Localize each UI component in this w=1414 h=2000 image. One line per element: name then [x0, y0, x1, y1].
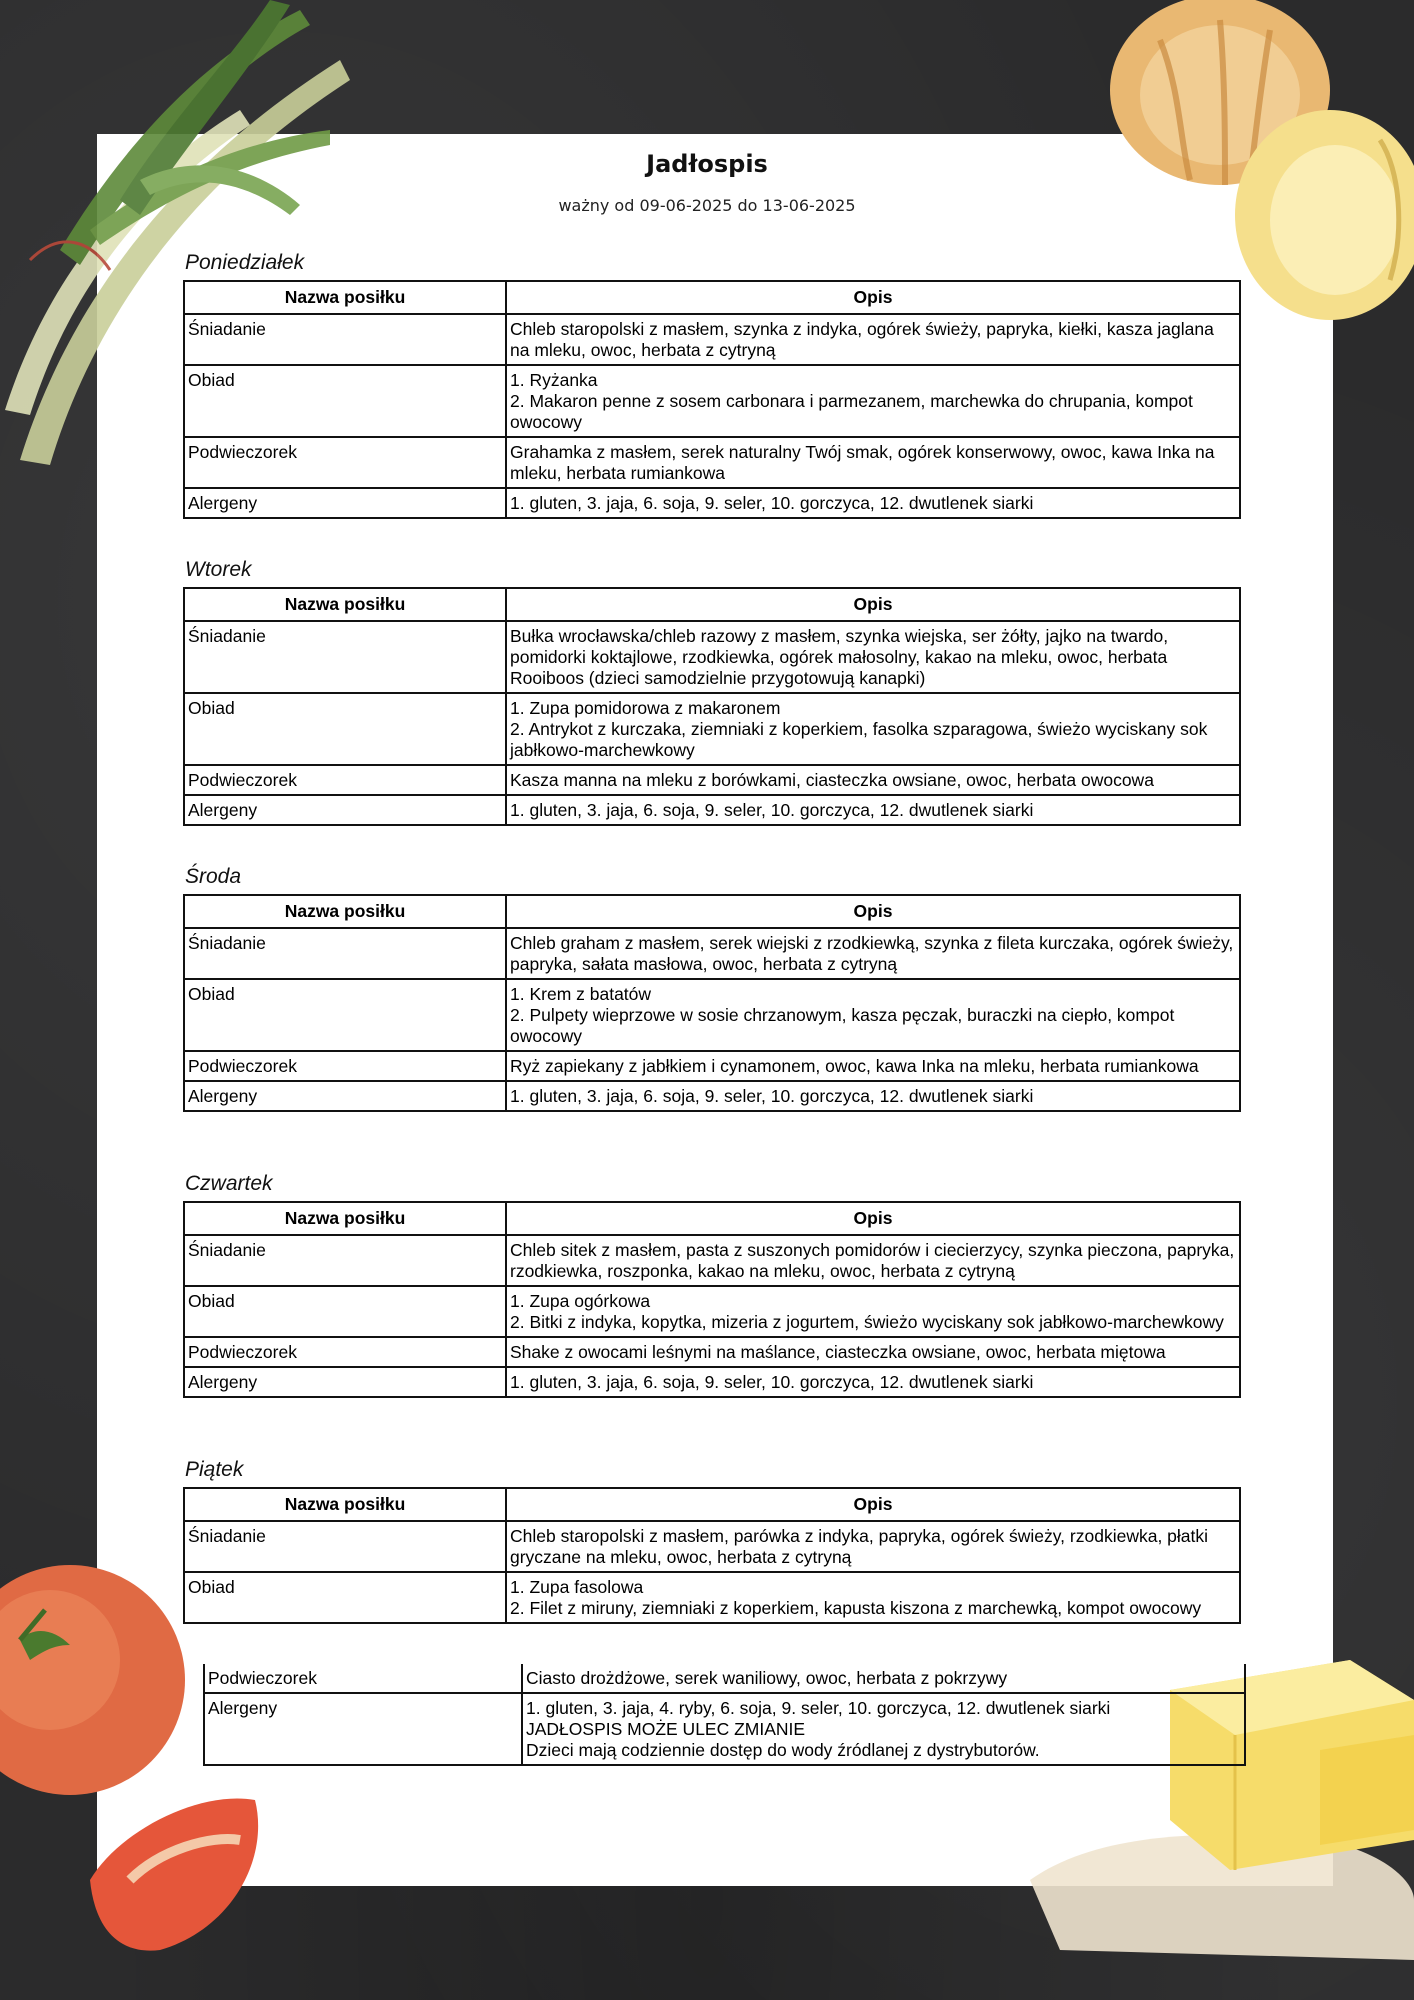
- meal-name: Obiad: [184, 1572, 506, 1623]
- meal-column-header: Nazwa posiłku: [184, 588, 506, 621]
- meal-column-header: Nazwa posiłku: [184, 1488, 506, 1521]
- meal-description: 1. Krem z batatów 2. Pulpety wieprzowe w sosie chrzanowym, kasza pęczak, buraczki na ciepło, kompot owocowy: [506, 979, 1240, 1051]
- meal-name: Śniadanie: [184, 314, 506, 365]
- table-row: [184, 437, 1240, 488]
- table-row: [204, 1664, 1245, 1693]
- menu-table: [183, 894, 1241, 1112]
- meal-description: Ciasto drożdżowe, serek waniliowy, owoc, herbata z pokrzywy: [522, 1664, 1245, 1693]
- description-column-header: Opis: [506, 895, 1240, 928]
- meal-description: 1. gluten, 3. jaja, 6. soja, 9. seler, 10. gorczyca, 12. dwutlenek siarki: [506, 1367, 1240, 1397]
- meal-name: Śniadanie: [184, 928, 506, 979]
- friday-extra-table: [203, 1664, 1246, 1766]
- meal-description: 1. Zupa pomidorowa z makaronem 2. Antrykot z kurczaka, ziemniaki z koperkiem, fasolka szparagowa, świeżo wyciskany sok jabłkowo-marchewkowy: [506, 693, 1240, 765]
- day-section: [183, 1169, 1241, 1398]
- validity-period: ważny od 09-06-2025 do 13-06-2025: [558, 196, 856, 215]
- meal-description: Chleb graham z masłem, serek wiejski z rzodkiewką, szynka z fileta kurczaka, ogórek świeży, papryka, sałata masłowa, owoc, herbata z cytryną: [506, 928, 1240, 979]
- meal-name: Śniadanie: [184, 1521, 506, 1572]
- table-row: [184, 1337, 1240, 1367]
- description-column-header: Opis: [506, 281, 1240, 314]
- meal-name: Podwieczorek: [184, 765, 506, 795]
- meal-description: 1. gluten, 3. jaja, 6. soja, 9. seler, 10. gorczyca, 12. dwutlenek siarki: [506, 1081, 1240, 1111]
- table-row: [184, 1521, 1240, 1572]
- meal-column-header: Nazwa posiłku: [184, 895, 506, 928]
- meal-description: Chleb staropolski z masłem, parówka z indyka, papryka, ogórek świeży, rzodkiewka, płatki gryczane na mleku, owoc, herbata z cytryną: [506, 1521, 1240, 1572]
- menu-table: [183, 587, 1241, 826]
- menu-table: [183, 280, 1241, 519]
- meal-name: Podwieczorek: [184, 1337, 506, 1367]
- meal-description: Chleb staropolski z masłem, szynka z indyka, ogórek świeży, papryka, kiełki, kasza jaglana na mleku, owoc, herbata z cytryną: [506, 314, 1240, 365]
- meal-column-header: Nazwa posiłku: [184, 1202, 506, 1235]
- table-row: [184, 979, 1240, 1051]
- meal-name: Śniadanie: [184, 1235, 506, 1286]
- description-column-header: Opis: [506, 1202, 1240, 1235]
- header-row: [184, 281, 1240, 314]
- table-row: [184, 621, 1240, 693]
- page-title: Jadłospis: [646, 150, 768, 178]
- meal-name: Obiad: [184, 1286, 506, 1337]
- table-row: [184, 488, 1240, 518]
- meal-name: Alergeny: [184, 795, 506, 825]
- day-title: Czwartek: [185, 1172, 273, 1195]
- table-row: [184, 1367, 1240, 1397]
- meal-name: Podwieczorek: [184, 437, 506, 488]
- table-row: [184, 795, 1240, 825]
- day-title: Piątek: [185, 1458, 244, 1481]
- day-section: [183, 1455, 1241, 1624]
- table-row: [184, 314, 1240, 365]
- meal-description: 1. Ryżanka 2. Makaron penne z sosem carbonara i parmezanem, marchewka do chrupania, kompot owocowy: [506, 365, 1240, 437]
- table-row: [184, 693, 1240, 765]
- meal-column-header: Nazwa posiłku: [184, 281, 506, 314]
- day-section: [183, 862, 1241, 1112]
- table-row: [184, 1081, 1240, 1111]
- header-row: [184, 1488, 1240, 1521]
- day-section: [183, 555, 1241, 826]
- meal-name: Alergeny: [184, 1367, 506, 1397]
- table-row: [184, 1235, 1240, 1286]
- meal-description: Grahamka z masłem, serek naturalny Twój smak, ogórek konserwowy, owoc, kawa Inka na mleku, herbata rumiankowa: [506, 437, 1240, 488]
- meal-name: Podwieczorek: [204, 1664, 522, 1693]
- meal-name: Alergeny: [184, 1081, 506, 1111]
- day-title: Poniedziałek: [185, 251, 305, 274]
- meal-name: Alergeny: [204, 1693, 522, 1765]
- table-row: [184, 365, 1240, 437]
- meal-description: 1. Zupa fasolowa 2. Filet z miruny, ziemniaki z koperkiem, kapusta kiszona z marchewką, kompot owocowy: [506, 1572, 1240, 1623]
- table-row: [204, 1693, 1245, 1765]
- meal-name: Alergeny: [184, 488, 506, 518]
- meal-description: Chleb sitek z masłem, pasta z suszonych pomidorów i ciecierzycy, szynka pieczona, papryka, rzodkiewka, roszponka, kakao na mleku, owoc, herbata z cytryną: [506, 1235, 1240, 1286]
- meal-name: Śniadanie: [184, 621, 506, 693]
- description-column-header: Opis: [506, 1488, 1240, 1521]
- table-row: [184, 1051, 1240, 1081]
- description-column-header: Opis: [506, 588, 1240, 621]
- meal-description: Kasza manna na mleku z borówkami, ciasteczka owsiane, owoc, herbata owocowa: [506, 765, 1240, 795]
- meal-description: 1. gluten, 3. jaja, 6. soja, 9. seler, 10. gorczyca, 12. dwutlenek siarki: [506, 488, 1240, 518]
- meal-description: Bułka wrocławska/chleb razowy z masłem, szynka wiejska, ser żółty, jajko na twardo, pomidorki koktajlowe, rzodkiewka, ogórek małosolny, kakao na mleku, owoc, herbata Rooiboos (dzieci samodzielnie przygotowują kanapki): [506, 621, 1240, 693]
- table-row: [184, 765, 1240, 795]
- header-row: [184, 588, 1240, 621]
- meal-name: Podwieczorek: [184, 1051, 506, 1081]
- meal-name: Obiad: [184, 693, 506, 765]
- meal-name: Obiad: [184, 365, 506, 437]
- meal-name: Obiad: [184, 979, 506, 1051]
- meal-description: 1. gluten, 3. jaja, 4. ryby, 6. soja, 9. seler, 10. gorczyca, 12. dwutlenek siarki JADŁOSPIS MOŻE ULEC ZMIANIE Dzieci mają codziennie dostęp do wody źródlanej z dystrybutorów.: [522, 1693, 1245, 1765]
- menu-table: [183, 1201, 1241, 1398]
- header-row: [184, 1202, 1240, 1235]
- meal-description: Shake z owocami leśnymi na maślance, ciasteczka owsiane, owoc, herbata miętowa: [506, 1337, 1240, 1367]
- table-row: [184, 1286, 1240, 1337]
- meal-description: Ryż zapiekany z jabłkiem i cynamonem, owoc, kawa Inka na mleku, herbata rumiankowa: [506, 1051, 1240, 1081]
- table-row: [184, 928, 1240, 979]
- day-title: Środa: [185, 865, 242, 888]
- day-title: Wtorek: [185, 558, 252, 581]
- meal-description: 1. Zupa ogórkowa 2. Bitki z indyka, kopytka, mizeria z jogurtem, świeżo wyciskany sok jabłkowo-marchewkowy: [506, 1286, 1240, 1337]
- meal-description: 1. gluten, 3. jaja, 6. soja, 9. seler, 10. gorczyca, 12. dwutlenek siarki: [506, 795, 1240, 825]
- header-row: [184, 895, 1240, 928]
- table-row: [184, 1572, 1240, 1623]
- day-section: [183, 248, 1241, 519]
- menu-table: [183, 1487, 1241, 1624]
